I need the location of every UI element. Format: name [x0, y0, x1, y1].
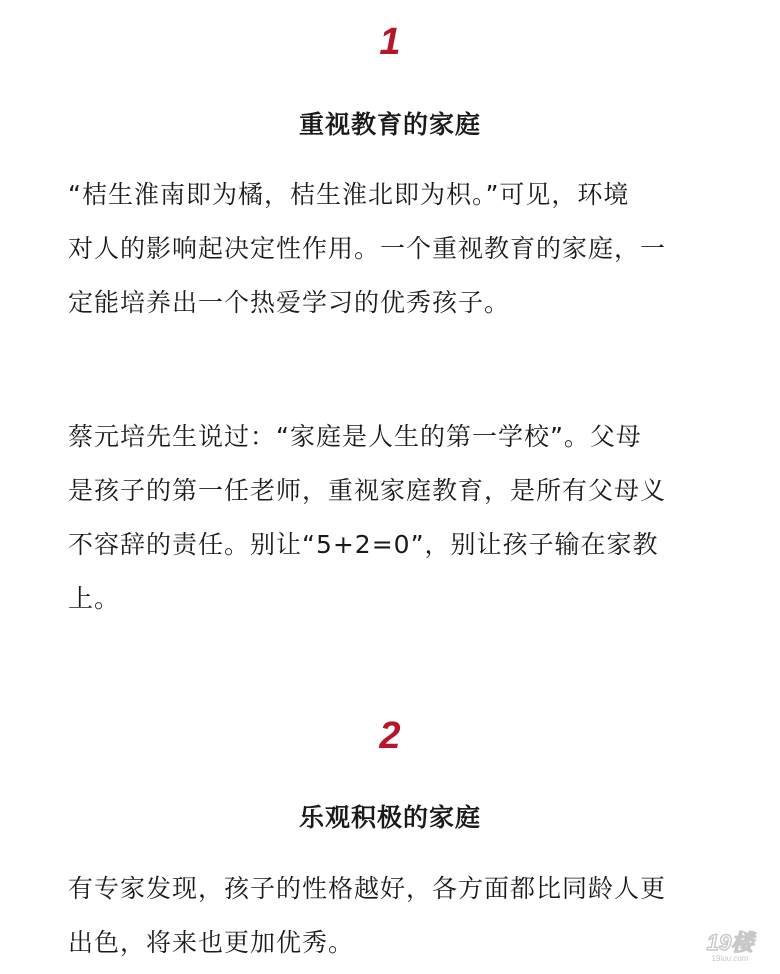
watermark-logo: [694, 926, 766, 964]
watermark-subtext: 19lou.com: [711, 954, 749, 963]
paragraph: [68, 410, 718, 626]
paragraph-line: 出色，将来也更加优秀。: [68, 928, 355, 957]
paragraph-line: 是孩子的第一任老师，重视家庭教育，是所有父母义: [68, 476, 667, 505]
paragraph-line: 有专家发现，孩子的性格越好，各方面都比同龄人更: [68, 874, 667, 903]
paragraph-line: 上。: [68, 584, 121, 613]
paragraph-line: 蔡元培先生说过：“家庭是人生的第一学校”。父母: [68, 422, 642, 451]
section-number: 2: [379, 715, 401, 757]
paragraph-line: 不容辞的责任。别让“5+2=0”，别让孩子输在家教: [68, 530, 659, 559]
watermark-text: 19楼: [706, 930, 754, 955]
paragraph-line: 定能培养出一个热爱学习的优秀孩子。: [68, 288, 511, 317]
section-title: 重视教育的家庭: [298, 110, 481, 139]
paragraph-line: 对人的影响起决定性作用。一个重视教育的家庭，一: [68, 234, 667, 263]
section-number: 1: [379, 21, 401, 63]
paragraph-line: “桔生淮南即为橘，桔生淮北即为枳。”可见，环境: [68, 180, 630, 209]
section-title: 乐观积极的家庭: [298, 803, 481, 832]
paragraph: [68, 168, 718, 330]
paragraph: [68, 862, 718, 970]
